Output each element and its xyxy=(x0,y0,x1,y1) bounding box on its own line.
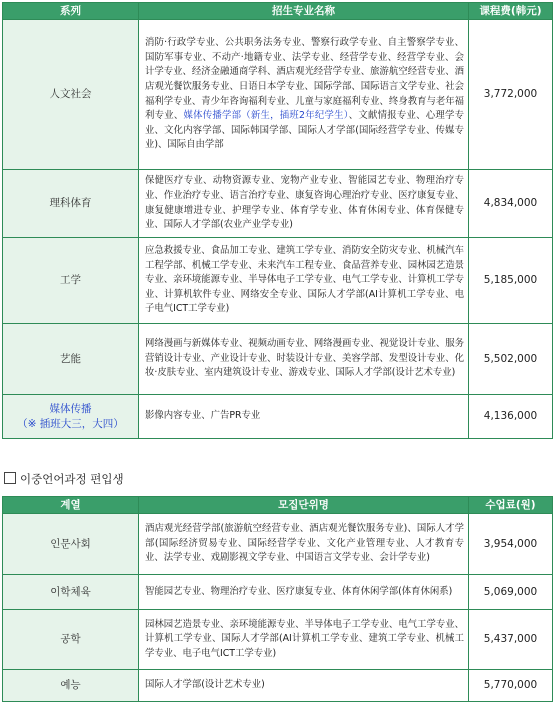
tuition-table-korean xyxy=(2,496,553,702)
header-category: 계열 xyxy=(3,497,139,514)
category-cell: 理科体育 xyxy=(3,170,139,238)
fee-cell: 5,185,000 xyxy=(469,238,553,324)
majors-cell: 应急救援专业、食品加工专业、建筑工学专业、消防安全防灾专业、机械汽车工程学部、机械工学专业、未来汽车工程专业、食品营养专业、园林园艺造景专业、亲环境能源专业、半导体电子工学专业、电气工学专业、计算机工学专业、计算机软件专业、网络安全专业、国际人才学部(AI计算机工学专业、电子电气ICT工学专业) xyxy=(139,238,469,324)
table-row xyxy=(3,610,553,670)
header-fee: 수업료(원) xyxy=(469,497,553,514)
category-cell: 인문사회 xyxy=(3,514,139,575)
category-note: （※ 插班大三，大四） xyxy=(17,417,124,430)
fee-cell: 5,437,000 xyxy=(469,610,553,670)
table-header-row xyxy=(3,497,553,514)
header-majors: 招生专业名称 xyxy=(139,3,469,20)
majors-text-tail: 、文献情报专业、心理学专业、文化内容学部、国际韩国学部、国际人才学部(国际经营学专业、传媒专业)、国际自由学部 xyxy=(145,110,464,151)
tuition-table-chinese xyxy=(2,2,553,439)
fee-cell: 3,772,000 xyxy=(469,20,553,170)
table-row xyxy=(3,238,553,324)
majors-cell: 保健医疗专业、动物资源专业、宠物产业专业、智能园艺专业、物理治疗专业、作业治疗专业、语言治疗专业、康复咨询心理治疗专业、医疗康复专业、康复健康增进专业、护理学专业、体育学专业、体育休闲专业、体育保健专业、国际人才学部(农业产业学专业) xyxy=(139,170,469,238)
fee-cell: 5,069,000 xyxy=(469,575,553,610)
majors-cell: 网络漫画与新媒体专业、视频动画专业、网络漫画专业、视觉设计专业、服务营销设计专业、产业设计专业、时装设计专业、美容学部、发型设计专业、化妆·皮肤专业、室内建筑设计专业、游戏专业、国际人才学部(设计艺术专业) xyxy=(139,324,469,395)
fee-cell: 4,136,000 xyxy=(469,395,553,439)
category-cell: 工学 xyxy=(3,238,139,324)
category-cell: 예능 xyxy=(3,670,139,702)
header-category: 系列 xyxy=(3,3,139,20)
fee-cell: 5,502,000 xyxy=(469,324,553,395)
majors-cell: 智能园艺专业、物理治疗专业、医疗康复专业、体育休闲学部(体育休闲系) xyxy=(139,575,469,610)
header-fee: 课程费(韩元) xyxy=(469,3,553,20)
table-row xyxy=(3,170,553,238)
category-label: 媒体传播 xyxy=(49,402,92,415)
table-row xyxy=(3,395,553,439)
checkbox-square-icon xyxy=(4,472,16,484)
section-heading-text: 이중언어과정 편입생 xyxy=(20,472,124,486)
majors-cell: 酒店观光经营学部(旅游航空经营专业、酒店观光餐饮服务专业)、国际人才学部(国际经济贸易专业、国际经营学专业、文化产业管理专业、人才教育专业、法学专业、戏剧影视文学专业、中国语言文学专业、会计学专业) xyxy=(139,514,469,575)
fee-cell: 3,954,000 xyxy=(469,514,553,575)
category-cell: 이학체육 xyxy=(3,575,139,610)
table-row xyxy=(3,575,553,610)
majors-cell xyxy=(139,20,469,170)
table-row xyxy=(3,20,553,170)
category-cell: 공학 xyxy=(3,610,139,670)
majors-highlight: 媒体传播学部（新生，插班2年纪学生） xyxy=(183,110,349,122)
majors-text: 消防·行政学专业、公共职务法务专业、警察行政学专业、自主警察学专业、国防军事专业、不动产·地籍专业、法学专业、经营学专业、经营学专业、会计学专业、经济金融通商学科、酒店观光经营学专业、旅游航空经营专业、酒店观光餐饮服务专业、日语日本学专业、国际学部、国际语言文学专业、社会福利学专业、青少年咨询福利专业、儿童与家庭福利专业、终身教育与老年福利专业、 xyxy=(145,37,464,122)
majors-cell: 国际人才学部(设计艺术专业) xyxy=(139,670,469,702)
table-row xyxy=(3,514,553,575)
category-cell xyxy=(3,395,139,439)
majors-cell: 园林园艺造景专业、亲环境能源专业、半导体电子工学专业、电气工学专业、计算机工学专业、国际人才学部(AI计算机工学专业、建筑工学专业、机械工学专业、电子电气ICT工学专业) xyxy=(139,610,469,670)
header-majors: 모집단위명 xyxy=(139,497,469,514)
section-heading xyxy=(4,471,124,487)
category-cell: 人文社会 xyxy=(3,20,139,170)
table-header-row xyxy=(3,3,553,20)
majors-cell: 影像内容专业、广告PR专业 xyxy=(139,395,469,439)
fee-cell: 4,834,000 xyxy=(469,170,553,238)
table-row xyxy=(3,324,553,395)
table-row xyxy=(3,670,553,702)
category-cell: 艺能 xyxy=(3,324,139,395)
fee-cell: 5,770,000 xyxy=(469,670,553,702)
